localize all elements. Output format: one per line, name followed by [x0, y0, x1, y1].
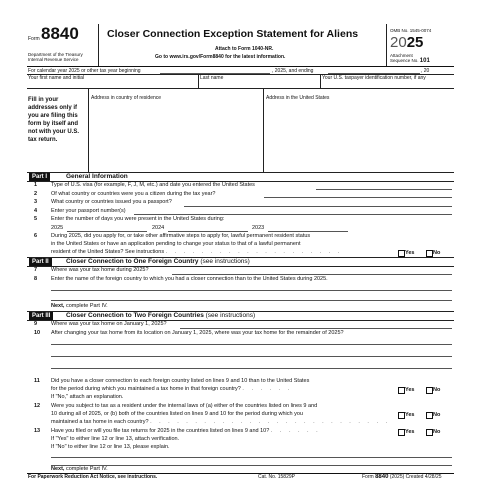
- year-2023-label: 2023: [252, 225, 265, 231]
- q8-answer-line1[interactable]: [51, 290, 452, 291]
- q11-number: 11: [34, 378, 40, 384]
- q9-text: Where was your tax home on January 1, 2025?: [51, 321, 167, 327]
- attachment-label: Attachment: [390, 53, 413, 58]
- q13-line3: If "No" to either line 12 or line 13, please explain.: [51, 444, 170, 450]
- q4-text: Enter your passport number(s): [51, 207, 126, 214]
- q4-number: 4: [34, 207, 38, 214]
- days-2024-field[interactable]: [168, 231, 248, 232]
- part2-next: Next, complete Part IV.: [51, 303, 108, 309]
- sequence-label: Sequence No. 101: [390, 58, 430, 64]
- footer-form-id: Form 8840 (2025) Created 4/28/25: [362, 474, 442, 480]
- part1-title: General Information: [66, 173, 128, 180]
- q4-answer[interactable]: [134, 214, 452, 215]
- goto-note: Go to www.irs.gov/Form8840 for the latest information.: [155, 54, 286, 60]
- q5-text: Enter the number of days you were present in the United States during:: [51, 216, 225, 222]
- address-instruction: Fill in your addresses only if you are filing this form by itself and not with your U.S. tax return.: [28, 97, 79, 143]
- q12-number: 12: [34, 403, 41, 409]
- us-address-field[interactable]: [264, 101, 454, 171]
- q12-line3: maintained a tax home in each country? . . . . . . . . . . . . . . . . . . . . . . . . . . .: [51, 419, 391, 425]
- q11-yes-label: Yes: [405, 386, 415, 393]
- q12-yes-checkbox[interactable]: [398, 412, 405, 419]
- part3-next: Next, complete Part IV.: [51, 466, 108, 472]
- q10-number: 10: [34, 329, 41, 336]
- q3-text: What country or countries issued you a passport?: [51, 199, 172, 205]
- q10-text: After changing your tax home from its location on January 1, 2025, where was your tax home for the remainder of 2025?: [51, 329, 344, 336]
- q9-number: 9: [34, 321, 38, 327]
- q13-line2: If "Yes" to either line 12 or line 13, attach verification.: [51, 436, 180, 442]
- sequence-number: 101: [419, 58, 430, 64]
- q11-no-label: No: [433, 386, 441, 393]
- calendar-year-right: , 20: [421, 67, 430, 74]
- q11-yes-checkbox[interactable]: [398, 387, 405, 394]
- q8-text: Enter the name of the foreign country to which you had a closer connection than to the United States during 2025.: [51, 276, 328, 282]
- omb-number: OMB No. 1545-0074: [390, 28, 432, 33]
- q11-line2: for the period during which you maintained a tax home in that foreign country? . . . . . .: [51, 386, 293, 392]
- q13-no-checkbox[interactable]: [426, 429, 433, 436]
- q6-line2: in the United States or have an application pending to change your status to that of a lawful permanent: [51, 241, 301, 247]
- q2-answer[interactable]: [264, 197, 452, 198]
- q6-line1: During 2025, did you apply for, or take other affirmative steps to apply for, lawful permanent resident status: [51, 233, 311, 239]
- part1-label: Part I: [29, 173, 50, 181]
- last-name-label: Last name: [200, 75, 224, 81]
- q13-yes-label: Yes: [405, 428, 415, 435]
- q13-line1: Have you filed or will you file tax returns for 2025 in the countries listed on lines 9 and 10? . . . . . .: [51, 428, 321, 434]
- q11-line3: If "No," attach an explanation.: [51, 394, 124, 400]
- first-name-label: Your first name and initial: [28, 75, 84, 81]
- q12-no-label: No: [433, 411, 441, 418]
- q12-no-checkbox[interactable]: [426, 412, 433, 419]
- q1-text: Type of U.S. visa (for example, F, J, M, etc.) and date you entered the United States: [51, 182, 255, 188]
- q9-answer[interactable]: [180, 328, 452, 329]
- q2-number: 2: [34, 190, 38, 197]
- tin-label: Your U.S. taxpayer identification number, if any: [322, 75, 426, 81]
- q6-no-checkbox[interactable]: [426, 250, 433, 257]
- q12-line1: Were you subject to tax as a resident under the internal laws of (a) either of the countries listed on lines 9 and: [51, 403, 318, 409]
- q13-number: 13: [34, 428, 41, 434]
- q1-number: 1: [34, 182, 38, 188]
- q10-answer-line2[interactable]: [51, 356, 452, 357]
- tin-field[interactable]: [321, 75, 454, 88]
- q13-explanation-line2[interactable]: [51, 465, 452, 466]
- part3-title: Closer Connection to Two Foreign Countries (see instructions): [66, 312, 256, 319]
- tax-year-bold: 25: [406, 34, 424, 51]
- q12-line2: 10 during all of 2025, or (b) both of the countries listed on lines 9 and 10 for the period during which you: [51, 411, 303, 417]
- paperwork-notice: For Paperwork Reduction Act Notice, see instructions.: [28, 474, 158, 480]
- q11-no-checkbox[interactable]: [426, 387, 433, 394]
- q3-answer[interactable]: [184, 206, 452, 207]
- foreign-address-label: Address in country of residence: [91, 95, 162, 101]
- q7-number: 7: [34, 267, 38, 273]
- tax-year: [390, 35, 423, 51]
- foreign-address-field[interactable]: [89, 101, 262, 171]
- us-address-label: Address in the United States: [266, 95, 330, 101]
- q11-line1: Did you have a closer connection to each foreign country listed on lines 9 and 10 than to the United States: [51, 378, 310, 384]
- q1-answer[interactable]: [316, 189, 452, 190]
- q12-yes-label: Yes: [405, 411, 415, 418]
- department-line1: Department of the Treasury: [28, 52, 83, 57]
- form-number: 8840: [41, 24, 79, 43]
- year-2024-label: 2024: [152, 225, 165, 231]
- form-prefix: Form: [28, 36, 40, 42]
- q8-answer-line2[interactable]: [51, 300, 452, 301]
- days-2025-field[interactable]: [67, 231, 147, 232]
- q6-no-label: No: [433, 249, 441, 256]
- catalog-number: Cat. No. 15829P: [258, 474, 295, 480]
- department-line2: Internal Revenue Service: [28, 57, 79, 62]
- q10-answer-line3[interactable]: [51, 368, 452, 369]
- q13-yes-checkbox[interactable]: [398, 429, 405, 436]
- calendar-year-mid: , 2025, and ending: [272, 67, 314, 74]
- q5-number: 5: [34, 216, 38, 222]
- q7-text: Where was your tax home during 2025?: [51, 267, 149, 273]
- last-name-field[interactable]: [199, 75, 320, 88]
- year-2025-label: 2025: [51, 225, 64, 231]
- q13-no-label: No: [433, 428, 441, 435]
- part2-title: Closer Connection to One Foreign Country (see instructions): [66, 258, 250, 265]
- tax-year-light: 20: [390, 34, 407, 51]
- q6-line3: resident of the United States? See instructions . . . . . . . . . . . . . . . . . . . .: [51, 249, 343, 255]
- part3-label: Part III: [29, 312, 53, 320]
- first-name-field[interactable]: [27, 75, 198, 88]
- form-title: Closer Connection Exception Statement for Aliens: [107, 28, 359, 40]
- attach-note: Attach to Form 1040-NR.: [215, 46, 274, 52]
- days-2023-field[interactable]: [268, 231, 348, 232]
- calendar-year-label: For calendar year 2025 or other tax year beginning: [28, 67, 141, 74]
- q6-number: 6: [34, 233, 38, 239]
- q7-answer[interactable]: [172, 274, 452, 275]
- q10-answer-line1[interactable]: [51, 344, 452, 345]
- q6-yes-checkbox[interactable]: [398, 250, 405, 257]
- q6-yes-label: Yes: [405, 249, 415, 256]
- part2-label: Part II: [29, 258, 52, 266]
- q8-number: 8: [34, 276, 38, 282]
- q2-text: Of what country or countries were you a citizen during the tax year?: [51, 190, 216, 197]
- q13-explanation-line1[interactable]: [51, 457, 452, 458]
- q3-number: 3: [34, 199, 38, 205]
